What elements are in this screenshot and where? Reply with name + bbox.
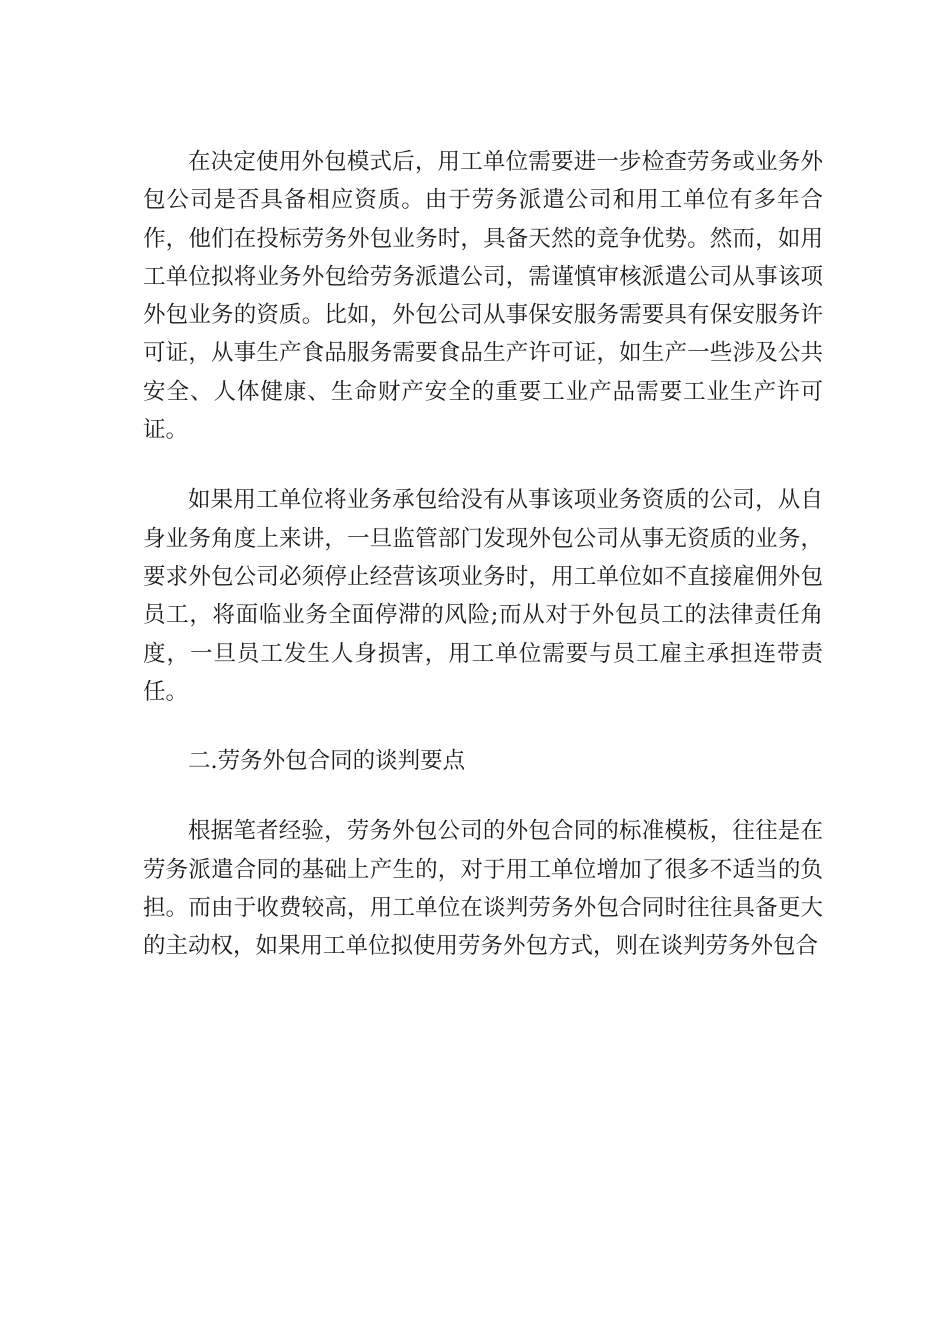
document-body bbox=[143, 143, 823, 966]
section-heading: 二.劳务外包合同的谈判要点 bbox=[188, 748, 466, 775]
paragraph-qualification-check: 在决定使用外包模式后，用工单位需要进一步检查劳务或业务外包公司是否具备相应资质。由于劳务派遣公司和用工单位有多年合作，他们在投标劳务外包业务时，具备天然的竞争优势。然而，如用工单位拟将业务外包给劳务派遣公司，需谨慎审核派遣公司从事该项外包业务的资质。比如，外包公司从事保安服务需要具有保安服务许可证，从事生产食品服务需要食品生产许可证，如生产一些涉及公共安全、人体健康、生命财产安全的重要工业产品需要工业生产许可证。 bbox=[143, 149, 823, 444]
paragraph-risk-analysis: 如果用工单位将业务承包给没有从事该项业务资质的公司，从自身业务角度上来讲，一旦监管部门发现外包公司从事无资质的业务，要求外包公司必须停止经营该项业务时，用工单位如不直接雇佣外包员工，将面临业务全面停滞的风险;而从对于外包员工的法律责任角度，一旦员工发生人身损害，用工单位需要与员工雇主承担连带责任。 bbox=[143, 487, 823, 705]
paragraph-negotiation: 根据笔者经验，劳务外包公司的外包合同的标准模板，往往是在劳务派遣合同的基础上产生的，对于用工单位增加了很多不适当的负担。而由于收费较高，用工单位在谈判劳务外包合同时往往具备更大的主动权，如果用工单位拟使用劳务外包方式，则在谈判劳务外包合 bbox=[143, 818, 823, 960]
